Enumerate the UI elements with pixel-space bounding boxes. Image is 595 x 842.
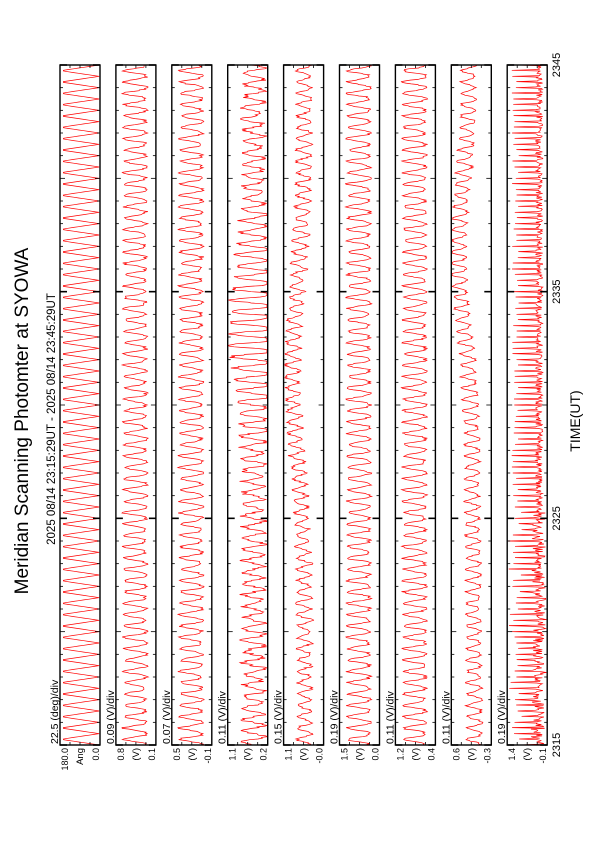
- panel-5: [273, 65, 325, 764]
- panel-9-ylabel: (V): [522, 748, 534, 761]
- panel-2-trace: [122, 65, 148, 745]
- panel-3: [161, 65, 213, 764]
- panel-3-trace: [178, 65, 204, 745]
- panel-8-trace: [452, 65, 483, 745]
- panel-9-trace: [508, 65, 546, 745]
- panel-6-scale: 0.19 (V)/div: [328, 690, 341, 744]
- panel-5-ymax: 1.1: [283, 748, 294, 761]
- x-tick-2325: 2325: [551, 506, 564, 531]
- panel-1-trace: [63, 65, 99, 745]
- panel-1-frame: [60, 65, 100, 745]
- chart-title: Meridian Scanning Photomter at SYOWA: [12, 247, 33, 595]
- panel-4-frame: [228, 65, 268, 745]
- panel-1-scale: 22.5 (deg)/div: [49, 679, 61, 744]
- panel-7-ymin: 0.4: [426, 748, 437, 761]
- panels-group: [49, 53, 563, 771]
- panel-7-trace: [401, 65, 427, 745]
- panel-9-frame: [507, 65, 547, 745]
- panel-4-ymin: 0.2: [258, 748, 269, 761]
- panel-3-scale: 0.07 (V)/div: [160, 690, 173, 744]
- panel-8-scale: 0.11 (V)/div: [440, 691, 453, 744]
- panel-9-ymax: 1.4: [507, 748, 518, 761]
- panel-6-ymax: 1.5: [339, 748, 350, 761]
- panel-5-scale: 0.15 (V)/div: [272, 690, 285, 744]
- panel-1-ymax: 180.0: [60, 748, 70, 771]
- panel-6-frame: [340, 65, 380, 745]
- panel-5-trace: [285, 65, 314, 745]
- panel-8-ylabel: (V): [466, 748, 478, 761]
- panel-9-scale: 0.19 (V)/div: [496, 690, 509, 744]
- panel-3-ymin: -0.1: [202, 748, 213, 764]
- panel-2-ymin: 0.1: [146, 748, 157, 761]
- panel-7-scale: 0.11 (V)/div: [384, 691, 397, 744]
- panel-3-frame: [172, 65, 212, 745]
- panel-9: [496, 65, 548, 764]
- panel-7: [384, 65, 436, 761]
- panel-8-ymin: -0.3: [482, 748, 493, 764]
- panel-2-frame: [116, 65, 156, 745]
- panel-5-frame: [284, 65, 324, 745]
- panel-6-trace: [346, 65, 372, 745]
- chart-subtitle: 2025 08/14 23:15:29UT - 2025 08/14 23:45:29UT: [46, 293, 58, 545]
- panel-4-ylabel: (V): [242, 748, 254, 761]
- panel-3-ylabel: (V): [186, 748, 198, 761]
- panel-2-scale: 0.09 (V)/div: [104, 690, 117, 744]
- panel-6-ymin: 0.0: [370, 748, 381, 761]
- panel-6: [329, 65, 381, 761]
- panel-2-ymax: 0.8: [115, 748, 126, 761]
- x-tick-2345: 2345: [551, 52, 564, 78]
- panel-4: [217, 65, 269, 761]
- x-tick-2335: 2335: [551, 279, 564, 304]
- panel-1-ymin: 0.0: [91, 748, 101, 761]
- x-tick-2315: 2315: [551, 732, 564, 758]
- panel-1-ylabel: Ang: [75, 748, 86, 765]
- panel-8: [440, 65, 492, 764]
- panel-4-ymax: 1.1: [227, 748, 238, 761]
- panel-3-ymax: 0.5: [171, 748, 182, 761]
- panel-8-ymax: 0.6: [451, 748, 462, 761]
- panel-7-ylabel: (V): [410, 748, 422, 761]
- panel-9-ymin: -0.1: [538, 748, 549, 764]
- x-axis-label: TIME(UT): [567, 390, 583, 452]
- panel-4-trace: [229, 65, 267, 745]
- panel-5-ymin: -0.0: [314, 748, 325, 764]
- panel-7-frame: [395, 65, 435, 745]
- panel-6-ylabel: (V): [354, 748, 366, 761]
- panel-4-scale: 0.11 (V)/div: [216, 691, 229, 744]
- panel-5-ylabel: (V): [298, 748, 310, 761]
- panel-2-ylabel: (V): [130, 748, 142, 761]
- panel-2: [105, 65, 157, 761]
- panel-7-ymax: 1.2: [395, 748, 406, 761]
